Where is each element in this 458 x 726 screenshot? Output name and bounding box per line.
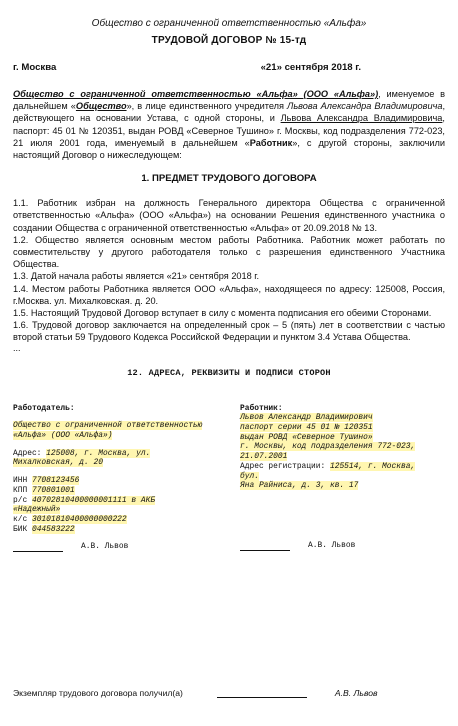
intro-paragraph: Общество с ограниченной ответственностью «Альфа» (ООО «Альфа»), именуемое в дальнейшем «Общество», в лице единственного учредителя Львова Александра Владимировича, действующего на основании Устава, с одной стороны, и Львова Александра Владимировича, паспорт: 45 01 № 120351, выдан РОВД «Северное Тушино» г. Москвы, код подразделения 772-023, 21 июля 2001 года, именуемый в дальнейшем «Работник», с другой стороны, заключили настоящий Договор о нижеследующем: <box>13 89 446 161</box>
section-1-title: 1. ПРЕДМЕТ ТРУДОВОГО ДОГОВОРА <box>141 173 317 185</box>
receipt-name: А.В. Львов <box>334 688 378 698</box>
intro-employee-alias: Работник <box>249 137 293 148</box>
parties-details <box>13 404 445 552</box>
employee-passport-issuer: выдан РОВД «Северное Тушино» <box>240 432 373 442</box>
employee-passport-date: 21.07.2001 <box>240 452 288 462</box>
employee-address-line1: 125514, г. Москва, <box>329 461 416 471</box>
intro-company-name: Общество с ограниченной ответственностью «Альфа» (ООО «Альфа») <box>13 89 379 99</box>
employer-column: Работодатель: Общество с ограниченной ответственностью «Альфа» (ООО «Альфа») Адрес: 125008, г. Москва, ул. Михалковская, д. 20 ИНН 7708123456 КПП 770801001 р/с 40702810400000001111 в АКБ «Надежный» к/с 30101810400000000222 БИК 044583222 А.В. Львов <box>13 404 223 552</box>
ellipsis: ... <box>13 342 21 353</box>
employee-address-line2: бул. <box>240 471 259 481</box>
clause-1-2: 1.2. Общество является основным местом работы Работника. Работник может работать по совместительству у другого работодателя только с разрешения единственного Участника Общества. <box>13 234 445 270</box>
section-12-title: 12. АДРЕСА, РЕКВИЗИТЫ И ПОДПИСИ СТОРОН <box>127 367 331 378</box>
receipt-signature-line <box>217 697 307 698</box>
section-1-items <box>13 197 445 351</box>
employer-bik: 044583222 <box>31 524 75 534</box>
clause-1-4: 1.4. Местом работы Работника является ООО «Альфа», находящееся по адресу: 125008, Россия, г.Москва. ул. Михалковская. д. 20. <box>13 283 445 306</box>
contract-title: ТРУДОВОЙ ДОГОВОР № 15-тд <box>151 35 307 46</box>
employee-column: Работник: Львов Александр Владимирович паспорт серии 45 01 № 120351 выдан РОВД «Северное Тушино» г. Москвы, код подразделения 772-023, 21.07.2001 Адрес регистрации: 125514, г. Москва, бул. Яна Райниса, д. 3, кв. 17 А.В. Львов <box>240 404 445 552</box>
intro-founder-name: Львова Александра Владимировича <box>287 101 443 112</box>
city: г. Москва <box>13 62 57 73</box>
employer-label: Работодатель: <box>13 403 75 413</box>
city-date-line <box>13 62 361 73</box>
employer-address-line2: Михалковская, д. 20 <box>13 458 103 468</box>
clause-1-3: 1.3. Датой начала работы является «21» сентября 2018 г. <box>13 271 260 282</box>
org-title: Общество с ограниченной ответственностью «Альфа» <box>91 18 367 29</box>
employee-address-line3: Яна Райниса, д. 3, кв. 17 <box>240 481 359 491</box>
employee-signature-line <box>240 550 290 551</box>
intro-company-alias: Общество <box>75 101 127 112</box>
clause-1-1: 1.1. Работник избран на должность Генерального директора Общества с ограниченной ответственностью «Альфа» (ООО «Альфа») на основании Решения единственного участника о создании Общества с ограниченной ответственностью «Альфа» от 20.09.2018 № 13. <box>13 198 445 233</box>
employer-account: 40702810400000001111 в АКБ <box>31 495 156 505</box>
employer-bank: «Надежный» <box>13 505 61 515</box>
employer-name-line1: Общество с ограниченной ответственностью <box>13 421 203 431</box>
employee-passport-code: г. Москвы, код подразделения 772-023, <box>240 442 416 452</box>
clause-1-6: 1.6. Трудовой договор заключается на определенный срок – 5 (пять) лет в соответствии с частью второй статьи 59 Трудового Кодекса Российской Федерации и пунктом 3.4 Устава Общества. <box>13 320 445 343</box>
receipt-text: Экземпляр трудового договора получил(а) <box>13 688 183 698</box>
employer-kpp: 770801001 <box>31 485 75 495</box>
employee-signature-name: А.В. Львов <box>308 540 356 550</box>
receipt-line <box>13 688 445 698</box>
employer-signature-line <box>13 551 63 552</box>
employer-name-line2: «Альфа» (ООО «Альфа») <box>13 431 113 441</box>
contract-date: «21» сентября 2018 г. <box>260 62 361 73</box>
employee-name: Львов Александр Владимирович <box>240 413 373 423</box>
employer-address-line1: 125008, г. Москва, ул. <box>46 448 151 458</box>
employer-inn: 7708123456 <box>31 476 80 486</box>
employer-signature-name: А.В. Львов <box>81 542 129 552</box>
intro-employee-name: Львова Александра Владимировича <box>280 113 443 124</box>
employee-label: Работник: <box>240 403 283 413</box>
employee-passport: паспорт серии 45 01 № 120351 <box>240 423 373 433</box>
employer-corr-account: 30101810400000000222 <box>31 514 127 524</box>
clause-1-5: 1.5. Настоящий Трудовой Договор вступает в силу с момента подписания его обеими Сторонами. <box>13 308 432 319</box>
